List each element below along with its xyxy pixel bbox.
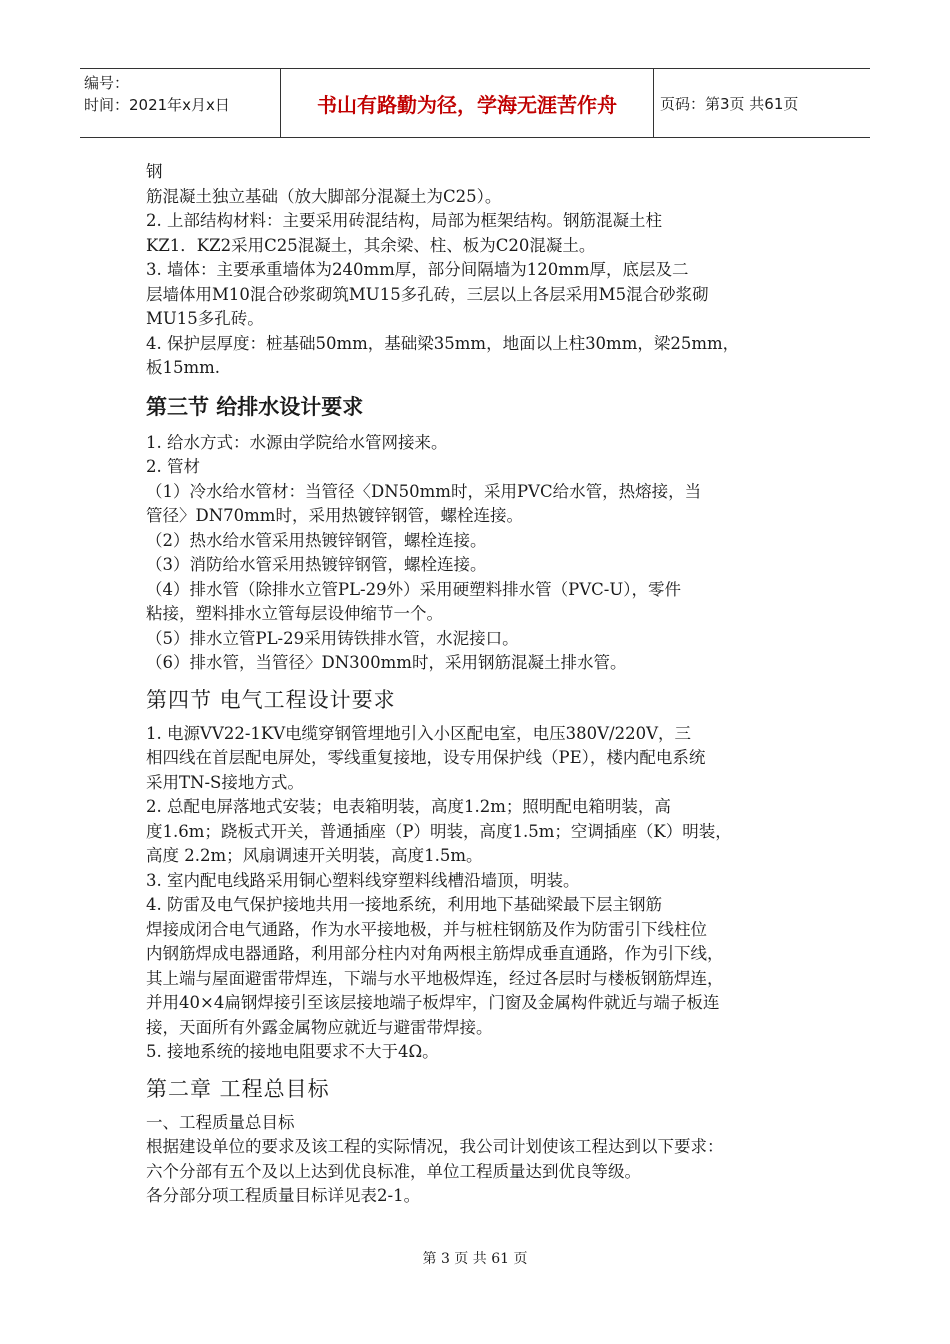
paragraph-line: 内钢筋焊成电器通路，利用部分柱内对角两根主筋焊成垂直通路，作为引下线， — [146, 944, 724, 963]
section-title-plumbing: 第三节 给排水设计要求 — [146, 394, 364, 419]
paragraph-line: 焊接成闭合电气通路，作为水平接地极，并与桩柱钢筋及作为防雷引下线柱位 — [146, 919, 707, 939]
paragraph-line: 3. 墙体：主要承重墙体为240mm厚，部分间隔墙为120mm厚，底层及二 — [146, 260, 689, 279]
structure-materials-block — [146, 160, 826, 381]
paragraph-line: 并用40×4扁钢焊接引至该层接地端子板焊牢，门窗及金属构件就近与端子板连 — [146, 993, 720, 1012]
paragraph-line: （6）排水管，当管径〉DN300mm时，采用钢筋混凝土排水管。 — [146, 653, 627, 672]
paragraph-line: 2. 上部结构材料：主要采用砖混结构，局部为框架结构。钢筋混凝土柱 — [146, 211, 662, 230]
header-motto: 书山有路勤为径，学海无涯苦作舟 — [280, 69, 654, 137]
paragraph-line: 2. 管材 — [146, 457, 200, 476]
paragraph-line: 5. 接地系统的接地电阻要求不大于4Ω。 — [146, 1042, 439, 1061]
header-page-info: 页码：第3页 共61页 — [660, 94, 799, 113]
paragraph-line: 钢 — [146, 162, 163, 181]
electrical-block — [146, 722, 826, 1065]
paragraph-line: （1）冷水给水管材：当管径〈DN50mm时，采用PVC给水管，热熔接，当 — [146, 481, 702, 501]
paragraph-line: 其上端与屋面避雷带焊连，下端与水平地极焊连，经过各层时与楼板钢筋焊连， — [146, 968, 724, 988]
paragraph-line: 相四线在首层配电屏处，零线重复接地，设专用保护线（PE），楼内配电系统 — [146, 748, 706, 767]
paragraph-line: MU15多孔砖。 — [146, 309, 264, 328]
paragraph-line: 层墙体用M10混合砂浆砌筑MU15多孔砖，三层以上各层采用M5混合砂浆砌 — [146, 284, 709, 304]
paragraph-line: 各分部分项工程质量目标详见表2-1。 — [146, 1186, 421, 1205]
document-number-label: 编号： — [84, 74, 130, 92]
paragraph-line: 1. 电源VV22-1KV电缆穿钢管埋地引入小区配电室，电压380V/220V，三 — [146, 723, 692, 743]
paragraph-line: 六个分部有五个及以上达到优良标准，单位工程质量达到优良等级。 — [146, 1161, 641, 1181]
paragraph-line: 1. 给水方式：水源由学院给水管网接来。 — [146, 432, 448, 452]
paragraph-line: 筋混凝土独立基础（放大脚部分混凝土为C25）。 — [146, 186, 502, 206]
paragraph-line: 板15mm. — [146, 358, 221, 377]
document-date: 时间：2021年x月x日 — [84, 96, 230, 114]
paragraph-line: 接，天面所有外露金属物应就近与避雷带焊接。 — [146, 1017, 493, 1037]
paragraph-line: 采用TN-S接地方式。 — [146, 772, 304, 792]
plumbing-block — [146, 431, 826, 676]
paragraph-line: 4. 保护层厚度：桩基础50mm，基础梁35mm，地面以上柱30mm，梁25mm， — [146, 333, 740, 353]
section-title-electrical: 第四节 电气工程设计要求 — [146, 687, 396, 712]
document-body — [146, 160, 826, 1209]
page-footer: 第 3 页 共 61 页 — [422, 1251, 528, 1267]
page-header — [80, 68, 870, 138]
paragraph-line: （2）热水给水管采用热镀锌钢管，螺栓连接。 — [146, 530, 487, 550]
paragraph-line: 高度 2.2m；风扇调速开关明装，高度1.5m。 — [146, 846, 483, 865]
chapter-title-goals: 第二章 工程总目标 — [146, 1076, 330, 1101]
quality-goals-block — [146, 1111, 826, 1209]
paragraph-line: 2. 总配电屏落地式安装；电表箱明装，高度1.2m；照明配电箱明装，高 — [146, 797, 671, 816]
paragraph-line: 4. 防雷及电气保护接地共用一接地系统，利用地下基础梁最下层主钢筋 — [146, 895, 662, 914]
paragraph-line: 一、工程质量总目标 — [146, 1112, 295, 1132]
paragraph-line: （5）排水立管PL-29采用铸铁排水管，水泥接口。 — [146, 628, 519, 648]
paragraph-line: 根据建设单位的要求及该工程的实际情况，我公司计划使该工程达到以下要求： — [146, 1137, 724, 1156]
paragraph-line: 管径〉DN70mm时，采用热镀锌钢管，螺栓连接。 — [146, 506, 523, 525]
paragraph-line: （3）消防给水管采用热镀锌钢管，螺栓连接。 — [146, 555, 487, 574]
paragraph-line: （4）排水管（除排水立管PL-29外）采用硬塑料排水管（PVC-U），零件 — [146, 579, 682, 599]
paragraph-line: 度1.6m；跷板式开关，普通插座（P）明装，高度1.5m；空调插座（K）明装， — [146, 821, 732, 841]
paragraph-line: 3. 室内配电线路采用铜心塑料线穿塑料线槽沿墙顶，明装。 — [146, 870, 580, 890]
paragraph-line: KZ1．KZ2采用C25混凝土，其余梁、柱、板为C20混凝土。 — [146, 235, 596, 255]
paragraph-line: 粘接，塑料排水立管每层设伸缩节一个。 — [146, 604, 443, 623]
header-left-cell — [80, 69, 280, 137]
